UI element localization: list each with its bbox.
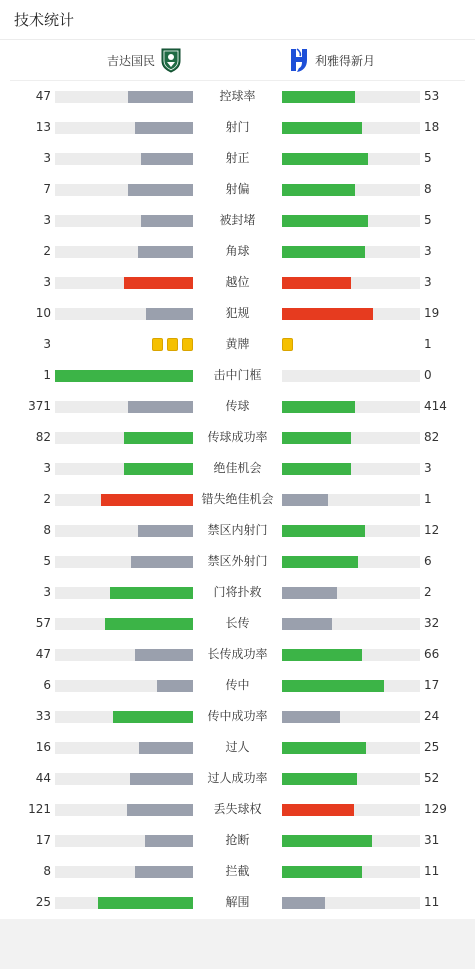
away-value: 52 bbox=[424, 771, 440, 785]
stat-label: 过人成功率 bbox=[207, 771, 268, 785]
yellow-card-icon bbox=[182, 338, 193, 351]
stat-row bbox=[0, 608, 475, 639]
away-value: 414 bbox=[424, 399, 447, 413]
away-bar-fill bbox=[282, 835, 372, 847]
stat-label: 角球 bbox=[225, 244, 250, 258]
home-value: 3 bbox=[43, 461, 51, 475]
stat-row bbox=[0, 639, 475, 670]
stat-label: 长传成功率 bbox=[207, 647, 268, 661]
stat-label: 击中门框 bbox=[213, 368, 262, 382]
away-value: 1 bbox=[424, 337, 432, 351]
home-value: 371 bbox=[28, 399, 51, 413]
home-value: 10 bbox=[35, 306, 51, 320]
stats-list bbox=[0, 81, 475, 918]
stat-label: 禁区内射门 bbox=[207, 523, 268, 537]
away-bar-fill bbox=[282, 525, 365, 537]
away-team-name: 利雅得新月 bbox=[315, 53, 376, 68]
home-bar-track bbox=[55, 401, 193, 413]
teams-header bbox=[10, 40, 465, 81]
stat-row bbox=[0, 205, 475, 236]
away-value: 5 bbox=[424, 151, 432, 165]
stat-label: 长传 bbox=[225, 616, 250, 630]
away-value: 66 bbox=[424, 647, 440, 661]
away-bar-fill bbox=[282, 246, 365, 258]
home-value: 82 bbox=[35, 430, 51, 444]
stat-label: 错失绝佳机会 bbox=[201, 492, 274, 506]
home-value: 1 bbox=[43, 368, 51, 382]
away-value: 0 bbox=[424, 368, 432, 382]
page-title: 技术统计 bbox=[14, 11, 75, 29]
stat-row bbox=[0, 701, 475, 732]
home-bar-track bbox=[55, 370, 193, 382]
yellow-card-icon bbox=[282, 338, 293, 351]
home-bar-fill bbox=[98, 897, 193, 909]
away-bar-track bbox=[282, 618, 420, 630]
away-bar-fill bbox=[282, 401, 355, 413]
stat-row bbox=[0, 670, 475, 701]
stat-label: 传中成功率 bbox=[207, 709, 268, 723]
stat-row bbox=[0, 81, 475, 112]
stat-row bbox=[0, 577, 475, 608]
stat-label: 射门 bbox=[225, 120, 250, 134]
home-bar-track bbox=[55, 866, 193, 878]
away-bar-track bbox=[282, 122, 420, 134]
home-bar-fill bbox=[135, 649, 193, 661]
home-bar-fill bbox=[124, 432, 193, 444]
home-bar-fill bbox=[135, 866, 193, 878]
away-bar-fill bbox=[282, 773, 357, 785]
stat-row bbox=[0, 887, 475, 918]
away-bar-track bbox=[282, 680, 420, 692]
stat-row bbox=[0, 360, 475, 391]
home-bar-track bbox=[55, 432, 193, 444]
home-bar-track bbox=[55, 804, 193, 816]
away-bar-fill bbox=[282, 556, 358, 568]
away-bar-track bbox=[282, 494, 420, 506]
away-bar-fill bbox=[282, 618, 332, 630]
away-value: 12 bbox=[424, 523, 440, 537]
home-bar-track bbox=[55, 556, 193, 568]
stat-row bbox=[0, 732, 475, 763]
home-bar-track bbox=[55, 649, 193, 661]
home-value: 47 bbox=[35, 647, 51, 661]
home-bar-fill bbox=[124, 463, 193, 475]
home-bar-fill bbox=[145, 835, 193, 847]
stat-row bbox=[0, 484, 475, 515]
stat-label: 越位 bbox=[225, 275, 250, 289]
home-value: 44 bbox=[35, 771, 51, 785]
yellow-card-icon bbox=[167, 338, 178, 351]
stat-label: 射偏 bbox=[225, 182, 250, 196]
stat-row bbox=[0, 391, 475, 422]
home-bar-track bbox=[55, 463, 193, 475]
away-bar-track bbox=[282, 277, 420, 289]
stat-row bbox=[0, 856, 475, 887]
home-value: 3 bbox=[43, 585, 51, 599]
away-bar-track bbox=[282, 184, 420, 196]
al-hilal-crest-icon bbox=[288, 47, 310, 73]
away-bar-track bbox=[282, 835, 420, 847]
home-bar-fill bbox=[130, 773, 193, 785]
away-bar-fill bbox=[282, 804, 354, 816]
away-bar-fill bbox=[282, 587, 337, 599]
stat-row bbox=[0, 236, 475, 267]
home-bar-fill bbox=[131, 556, 193, 568]
away-team[interactable] bbox=[288, 40, 375, 80]
home-bar-fill bbox=[135, 122, 193, 134]
away-bar-fill bbox=[282, 91, 355, 103]
away-bar-fill bbox=[282, 184, 355, 196]
home-value: 16 bbox=[35, 740, 51, 754]
away-value: 31 bbox=[424, 833, 440, 847]
stat-row bbox=[0, 174, 475, 205]
away-bar-fill bbox=[282, 277, 351, 289]
stat-row bbox=[0, 546, 475, 577]
home-bar-fill bbox=[101, 494, 193, 506]
home-value: 17 bbox=[35, 833, 51, 847]
away-bar-track bbox=[282, 556, 420, 568]
away-bar-track bbox=[282, 649, 420, 661]
stat-label: 传球成功率 bbox=[207, 430, 268, 444]
away-bar-track bbox=[282, 742, 420, 754]
home-bar-track bbox=[55, 215, 193, 227]
away-bar-track bbox=[282, 370, 420, 382]
stat-label: 过人 bbox=[225, 740, 250, 754]
away-value: 82 bbox=[424, 430, 440, 444]
home-bar-fill bbox=[141, 153, 193, 165]
away-bar-fill bbox=[282, 680, 384, 692]
home-bar-fill bbox=[105, 618, 193, 630]
home-value: 3 bbox=[43, 337, 51, 351]
stat-row bbox=[0, 143, 475, 174]
away-value: 19 bbox=[424, 306, 440, 320]
home-bar-fill bbox=[128, 91, 193, 103]
away-bar-fill bbox=[282, 866, 362, 878]
stat-label: 解围 bbox=[225, 895, 250, 909]
away-value: 3 bbox=[424, 461, 432, 475]
away-bar-track bbox=[282, 246, 420, 258]
away-bar-track bbox=[282, 804, 420, 816]
away-bar-fill bbox=[282, 649, 362, 661]
home-value: 3 bbox=[43, 151, 51, 165]
home-value: 3 bbox=[43, 275, 51, 289]
away-value: 129 bbox=[424, 802, 447, 816]
stat-row bbox=[0, 267, 475, 298]
home-bar-track bbox=[55, 835, 193, 847]
away-bar-fill bbox=[282, 122, 362, 134]
away-bar-track bbox=[282, 711, 420, 723]
home-value: 13 bbox=[35, 120, 51, 134]
home-value: 57 bbox=[35, 616, 51, 630]
away-value: 3 bbox=[424, 275, 432, 289]
home-yellow-cards bbox=[152, 338, 193, 351]
away-bar-track bbox=[282, 153, 420, 165]
home-bar-track bbox=[55, 897, 193, 909]
stat-label: 禁区外射门 bbox=[207, 554, 268, 568]
home-bar-fill bbox=[146, 308, 193, 320]
home-value: 47 bbox=[35, 89, 51, 103]
home-value: 3 bbox=[43, 213, 51, 227]
home-bar-fill bbox=[138, 246, 193, 258]
stat-label: 传球 bbox=[225, 399, 250, 413]
home-value: 2 bbox=[43, 244, 51, 258]
away-bar-track bbox=[282, 773, 420, 785]
away-bar-fill bbox=[282, 308, 373, 320]
home-bar-track bbox=[55, 618, 193, 630]
away-value: 25 bbox=[424, 740, 440, 754]
home-value: 7 bbox=[43, 182, 51, 196]
stat-label: 拦截 bbox=[225, 864, 250, 878]
stat-label: 绝佳机会 bbox=[213, 461, 262, 475]
away-value: 11 bbox=[424, 864, 440, 878]
away-value: 24 bbox=[424, 709, 440, 723]
away-bar-fill bbox=[282, 711, 340, 723]
away-bar-fill bbox=[282, 215, 368, 227]
title-bar bbox=[0, 0, 475, 40]
away-value: 5 bbox=[424, 213, 432, 227]
away-value: 53 bbox=[424, 89, 440, 103]
home-value: 33 bbox=[35, 709, 51, 723]
stat-label: 门将扑救 bbox=[213, 585, 262, 599]
stat-row bbox=[0, 515, 475, 546]
home-bar-fill bbox=[55, 370, 193, 382]
away-value: 2 bbox=[424, 585, 432, 599]
home-bar-track bbox=[55, 91, 193, 103]
al-ahli-crest-icon bbox=[160, 47, 182, 73]
stat-row bbox=[0, 329, 475, 360]
away-value: 8 bbox=[424, 182, 432, 196]
home-value: 8 bbox=[43, 523, 51, 537]
stat-label: 抢断 bbox=[225, 833, 250, 847]
away-bar-fill bbox=[282, 463, 351, 475]
home-bar-fill bbox=[128, 184, 193, 196]
stat-label: 被封堵 bbox=[219, 213, 256, 227]
home-bar-fill bbox=[157, 680, 193, 692]
away-bar-fill bbox=[282, 432, 351, 444]
away-value: 32 bbox=[424, 616, 440, 630]
home-bar-fill bbox=[124, 277, 193, 289]
away-yellow-cards bbox=[282, 338, 293, 351]
home-bar-fill bbox=[113, 711, 193, 723]
home-team[interactable] bbox=[107, 40, 182, 80]
home-bar-fill bbox=[141, 215, 193, 227]
home-bar-fill bbox=[139, 742, 193, 754]
stat-row bbox=[0, 298, 475, 329]
away-bar-track bbox=[282, 432, 420, 444]
away-bar-track bbox=[282, 215, 420, 227]
home-bar-fill bbox=[128, 401, 193, 413]
stat-row bbox=[0, 763, 475, 794]
away-value: 17 bbox=[424, 678, 440, 692]
away-bar-track bbox=[282, 463, 420, 475]
home-value: 2 bbox=[43, 492, 51, 506]
stat-label: 射正 bbox=[225, 151, 250, 165]
away-value: 1 bbox=[424, 492, 432, 506]
stat-label: 丢失球权 bbox=[213, 802, 262, 816]
away-bar-track bbox=[282, 587, 420, 599]
home-bar-track bbox=[55, 277, 193, 289]
stat-row bbox=[0, 453, 475, 484]
home-team-name: 吉达国民 bbox=[106, 53, 155, 68]
home-bar-track bbox=[55, 773, 193, 785]
away-value: 18 bbox=[424, 120, 440, 134]
stat-label: 犯规 bbox=[225, 306, 250, 320]
away-bar-track bbox=[282, 401, 420, 413]
away-bar-track bbox=[282, 91, 420, 103]
home-value: 5 bbox=[43, 554, 51, 568]
home-bar-track bbox=[55, 246, 193, 258]
away-value: 11 bbox=[424, 895, 440, 909]
home-value: 8 bbox=[43, 864, 51, 878]
stat-row bbox=[0, 112, 475, 143]
stat-row bbox=[0, 794, 475, 825]
yellow-card-icon bbox=[152, 338, 163, 351]
home-bar-track bbox=[55, 153, 193, 165]
home-bar-track bbox=[55, 742, 193, 754]
home-bar-fill bbox=[127, 804, 193, 816]
home-bar-track bbox=[55, 711, 193, 723]
away-bar-track bbox=[282, 308, 420, 320]
home-value: 6 bbox=[43, 678, 51, 692]
away-bar-fill bbox=[282, 494, 328, 506]
home-bar-track bbox=[55, 525, 193, 537]
stat-row bbox=[0, 422, 475, 453]
stat-label: 黄牌 bbox=[225, 337, 250, 351]
home-bar-track bbox=[55, 587, 193, 599]
home-bar-track bbox=[55, 680, 193, 692]
home-bar-fill bbox=[138, 525, 193, 537]
away-value: 6 bbox=[424, 554, 432, 568]
stat-label: 控球率 bbox=[219, 89, 256, 103]
home-bar-track bbox=[55, 494, 193, 506]
away-bar-fill bbox=[282, 153, 368, 165]
home-bar-track bbox=[55, 308, 193, 320]
away-bar-track bbox=[282, 897, 420, 909]
home-bar-track bbox=[55, 122, 193, 134]
home-bar-fill bbox=[110, 587, 193, 599]
away-bar-track bbox=[282, 866, 420, 878]
home-bar-track bbox=[55, 184, 193, 196]
away-bar-track bbox=[282, 525, 420, 537]
stat-label: 传中 bbox=[225, 678, 250, 692]
away-bar-fill bbox=[282, 742, 366, 754]
stat-row bbox=[0, 825, 475, 856]
home-value: 121 bbox=[28, 802, 51, 816]
home-value: 25 bbox=[35, 895, 51, 909]
away-value: 3 bbox=[424, 244, 432, 258]
away-bar-fill bbox=[282, 897, 325, 909]
